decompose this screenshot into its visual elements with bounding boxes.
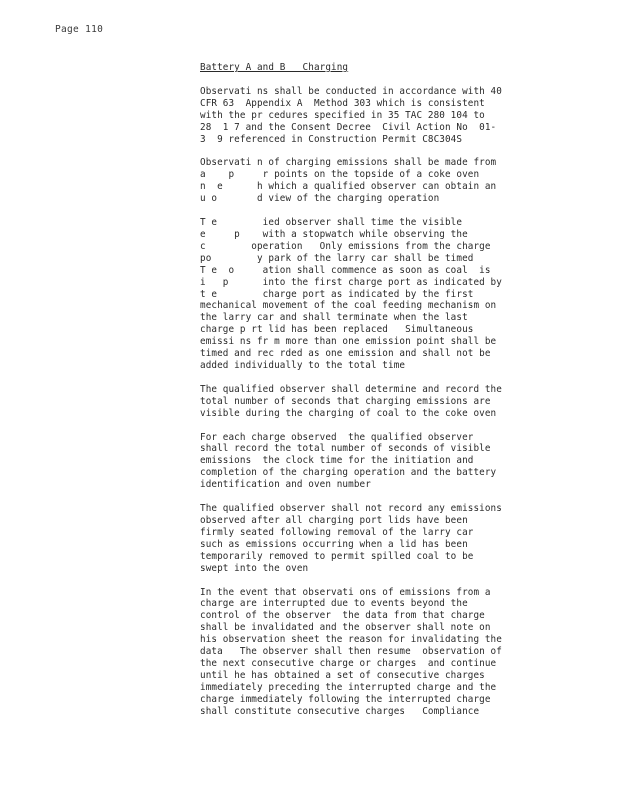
text-line: emissions the clock time for the initiation and: [200, 455, 474, 467]
text-line: control of the observer the data from that charge: [200, 610, 485, 622]
text-line: with the pr cedures specified in 35 TAC 280 104 to: [200, 109, 485, 121]
text-line: t e charge port as indicated by the first: [200, 288, 474, 300]
text-line: charge are interrupted due to events beyond the: [200, 598, 468, 610]
text-line: emissi ns fr m more than one emission point shall be: [200, 336, 497, 348]
text-line: Observati n of charging emissions shall be made from: [200, 157, 497, 169]
paragraph: [200, 503, 530, 574]
text-line: Observati ns shall be conducted in accordance with 40: [200, 85, 502, 97]
paragraph: [200, 384, 530, 420]
text-line: shall be invalidated and the observer shall note on: [200, 622, 491, 634]
paragraph: [200, 587, 530, 718]
text-line: shall constitute consecutive charges Compliance: [200, 705, 480, 717]
text-line: shall record the total number of seconds of visible: [200, 443, 491, 455]
text-line: CFR 63 Appendix A Method 303 which is consistent: [200, 97, 485, 109]
text-line: In the event that observati ons of emissions from a: [200, 586, 491, 598]
text-line: the next consecutive charge or charges and continue: [200, 657, 497, 669]
text-line: timed and rec rded as one emission and shall not be: [200, 348, 491, 360]
text-line: data The observer shall then resume observation of: [200, 646, 502, 658]
document-body: [200, 62, 530, 730]
text-line: a p r points on the topside of a coke oven: [200, 169, 480, 181]
text-line: swept into the oven: [200, 562, 309, 574]
text-line: c operation Only emissions from the charge: [200, 240, 491, 252]
text-line: mechanical movement of the coal feeding mechanism on: [200, 300, 497, 312]
text-line: 3 9 referenced in Construction Permit C8C304S: [200, 133, 463, 145]
text-line: charge immediately following the interrupted charge: [200, 693, 491, 705]
text-line: po y park of the larry car shall be timed: [200, 252, 474, 264]
text-line: added individually to the total time: [200, 359, 406, 371]
text-line: observed after all charging port lids have been: [200, 515, 468, 526]
text-line: identification and oven number: [200, 479, 371, 491]
text-line: such as emissions occurring when a lid has been: [200, 538, 468, 550]
text-line: his observation sheet the reason for invalidating the: [200, 634, 502, 646]
text-line: the larry car and shall terminate when the last: [200, 312, 468, 324]
text-line: T e o ation shall commence as soon as coal is: [200, 264, 491, 276]
text-line: e p with a stopwatch while observing the: [200, 228, 468, 240]
section-heading: Battery A and B Charging: [200, 62, 349, 73]
paragraph-list: [200, 86, 530, 718]
text-line: The qualified observer shall not record any emissions: [200, 503, 502, 515]
text-line: total number of seconds that charging emissions are: [200, 395, 491, 407]
paragraph: [200, 217, 530, 372]
text-line: charge p rt lid has been replaced Simultaneous: [200, 324, 474, 336]
text-line: until he has obtained a set of consecutive charges: [200, 669, 485, 681]
text-line: T e ied observer shall time the visible: [200, 217, 463, 229]
paragraph: [200, 432, 530, 492]
paragraph: [200, 157, 530, 205]
text-line: For each charge observed the qualified observer: [200, 431, 474, 443]
text-line: immediately preceding the interrupted charge and the: [200, 681, 497, 693]
text-line: completion of the charging operation and the battery: [200, 467, 497, 479]
paragraph: [200, 86, 530, 146]
text-line: 28 1 7 and the Consent Decree Civil Action No 01-: [200, 121, 497, 133]
text-line: u o d view of the charging operation: [200, 193, 440, 205]
text-line: temporarily removed to permit spilled coal to be: [200, 550, 474, 562]
page-number: Page 110: [55, 24, 104, 35]
text-line: firmly seated following removal of the larry car: [200, 526, 474, 538]
text-line: n e h which a qualified observer can obtain an: [200, 181, 497, 193]
text-line: visible during the charging of coal to the coke oven: [200, 407, 497, 419]
text-line: The qualified observer shall determine and record the: [200, 383, 502, 395]
text-line: i p into the first charge port as indicated by: [200, 276, 502, 288]
